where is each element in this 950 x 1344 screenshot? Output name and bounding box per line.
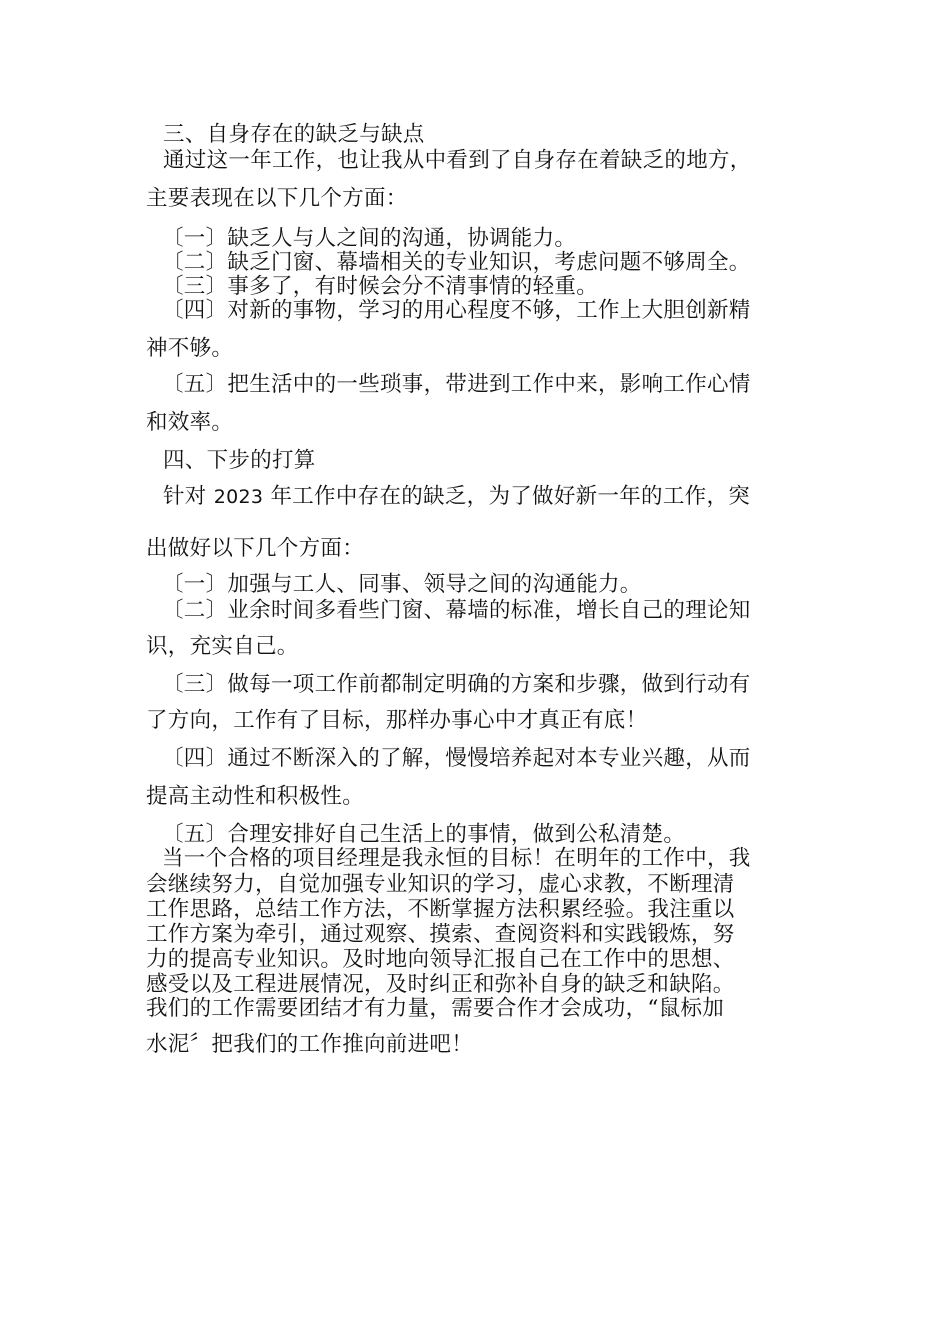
- list-item-continuation: 和效率。: [146, 410, 234, 435]
- list-item: 〔二〕业余时间多看些门窗、幕墙的标准，增长自己的理论知: [162, 598, 751, 623]
- closing-line: 感受以及工程进展情况，及时纠正和弥补自身的缺乏和缺陷。: [146, 972, 735, 997]
- closing-line: 当一个合格的项目经理是我永恒的目标！在明年的工作中，我: [162, 846, 751, 871]
- list-item: 〔四〕通过不断深入的了解，慢慢培养起对本专业兴趣，从而: [162, 746, 751, 771]
- paragraph-line: [163, 484, 833, 510]
- closing-line: 工作方案为牵引，通过观察、摸索、查阅资料和实践锻炼，努: [146, 922, 735, 947]
- section-heading: 三、自身存在的缺乏与缺点: [163, 122, 425, 147]
- list-item-continuation: 识，充实自己。: [146, 634, 299, 659]
- list-item: 〔一〕缺乏人与人之间的沟通，协调能力。: [162, 226, 577, 251]
- section-heading: 四、下步的打算: [163, 448, 316, 473]
- list-item: 〔三〕做每一项工作前都制定明确的方案和步骤，做到行动有: [162, 672, 751, 697]
- closing-line: 工作思路，总结工作方法，不断掌握方法积累经验。我注重以: [146, 897, 735, 922]
- paragraph-line: 通过这一年工作，也让我从中看到了自身存在着缺乏的地方，: [163, 148, 752, 173]
- list-item: 〔二〕缺乏门窗、幕墙相关的专业知识，考虑问题不够周全。: [162, 250, 751, 275]
- paragraph-text: 年工作中存在的缺乏，为了做好新一年的工作，突: [270, 484, 751, 509]
- paragraph-line: 主要表现在以下几个方面：: [146, 186, 408, 211]
- closing-line: 我们的工作需要团结才有力量，需要合作才会成功，“鼠标加: [146, 996, 725, 1021]
- year-number: 2023: [213, 486, 264, 508]
- list-item: 〔四〕对新的事物，学习的用心程度不够，工作上大胆创新精: [162, 298, 751, 323]
- paragraph-text: 针对: [163, 484, 207, 509]
- list-item-continuation: 提高主动性和积极性。: [146, 784, 365, 809]
- list-item: 〔三〕事多了，有时候会分不清事情的轻重。: [162, 274, 599, 299]
- closing-line: 力的提高专业知识。及时地向领导汇报自己在工作中的思想、: [146, 947, 735, 972]
- list-item: 〔一〕加强与工人、同事、领导之间的沟通能力。: [162, 572, 642, 597]
- list-item: 〔五〕把生活中的一些琐事，带进到工作中来，影响工作心情: [162, 372, 751, 397]
- paragraph-line: 出做好以下几个方面：: [146, 536, 365, 561]
- list-item: 〔五〕合理安排好自己生活上的事情，做到公私清楚。: [162, 822, 686, 847]
- closing-line: 会继续努力，自觉加强专业知识的学习，虚心求教，不断理清: [146, 872, 735, 897]
- list-item-continuation: 了方向，工作有了目标，那样办事心中才真正有底！: [146, 708, 648, 733]
- closing-line: 水泥〞把我们的工作推向前进吧！: [146, 1032, 474, 1057]
- list-item-continuation: 神不够。: [146, 336, 234, 361]
